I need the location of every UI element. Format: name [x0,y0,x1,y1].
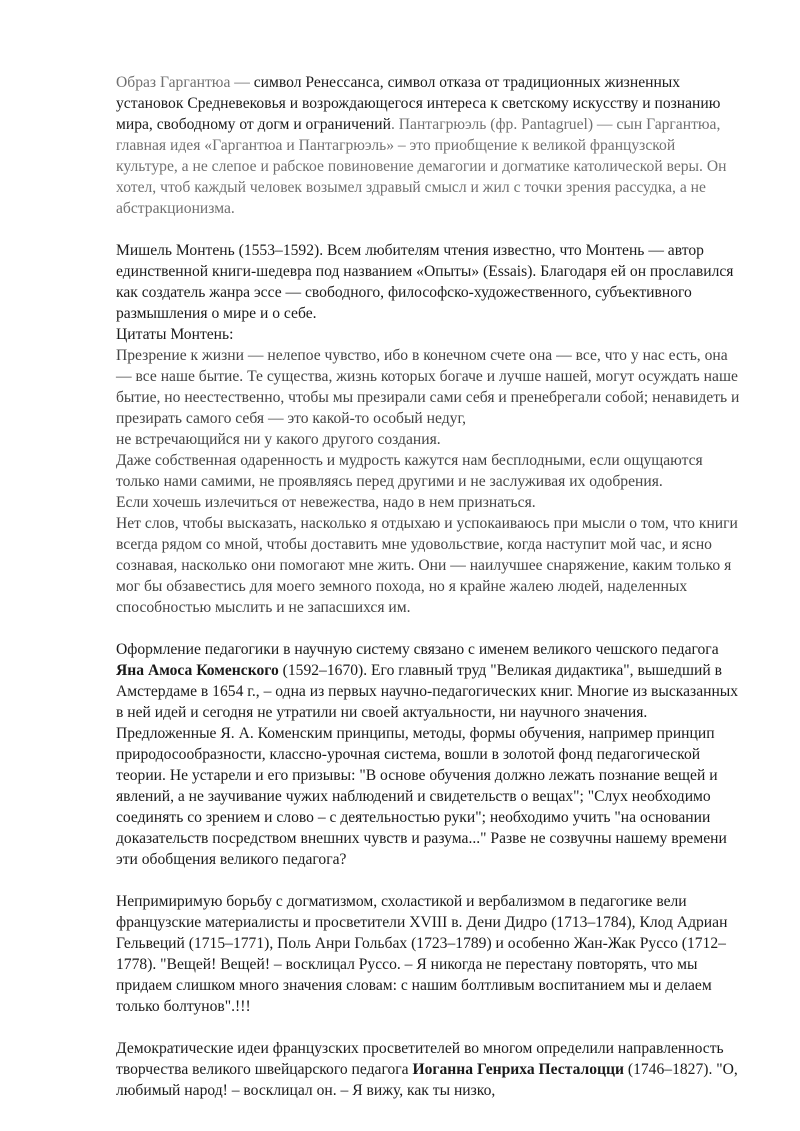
gargantua-pantagruel: . Пантагрюэль (фр. Pantagruel) — сын Гаргантюа, главная идея «Гаргантюа и Пантагрюэль» – это приобщение к великой французской культуре, а не слепое и рабское повиновение демагогии и догматике католической веры. Он хотел, чтоб каждый человек возымел здравый смысл и жил с точки зрения рассудка, а не абстракционизма. [116,116,727,217]
comenius-intro: Оформление педагогики в научную систему связано с именем великого чешского педагога [116,641,719,658]
paragraph-enlighteners: Непримиримую борьбу с догматизмом, схоластикой и вербализмом в педагогике вели французские материалисты и просветители XVIII в. Дени Дидро (1713–1784), Клод Адриан Гельвеций (1715–1771), Поль Анри Гольбах (1723–1789) и особенно Жан-Жак Руссо (1712–1778). "Вещей! Вещей! – восклицал Руссо. – Я никогда не перестану повторять, что мы придаем слишком много значения словам: с нашим болтливым воспитанием мы и делаем только болтунов".!!! [116,893,728,1015]
pestalozzi-body: (1746–1827). "О, любимый народ! – восклицал он. – Я вижу, как ты низко, [116,1061,738,1099]
paragraph-gargantua [116,72,740,219]
comenius-body: (1592–1670). Его главный труд "Великая дидактика", вышедший в Амстердаме в 1654 г., – одна из первых научно-педагогических книг. Многие из высказанных в ней идей и сегодня не утратили ни своей актуальности, ни научного значения. Предложенные Я. А. Коменским принципы, методы, формы обучения, например принцип природосообразности, классно-урочная система, вошли в золотой фонд педагогической теории. Не устарели и его призывы: "В основе обучения должно лежать познание вещей и явлений, а не заучивание чужих наблюдений и свидетельств о вещах"; "Слух необходимо соединять со зрением и слово – с деятельностью руки"; необходимо учить "на основании доказательств посредством внешних чувств и разума..." Разве не созвучны нашему времени эти обобщения великого педагога? [116,662,739,868]
montaigne-quotes-heading: Цитаты Монтень: [116,326,234,343]
gargantua-renaissance: символ Ренессанса, символ отказа от традиционных жизненных установок Средневековья и возрождающегося интереса к светскому искусству и познанию мира, свободному от догм и ограничений [116,74,721,133]
paragraph-comenius [116,639,740,870]
paragraph-montaigne: Мишель Монтень (1553–1592). Всем любителям чтения известно, что Монтень — автор единственной книги-шедевра под названием «Опыты» (Essais). Благодаря ей он прославился как создатель жанра эссе — свободного, философско-художественного, субъективного размышления о мире и о себе. [116,242,734,322]
pestalozzi-intro: Демократические идеи французских просветителей во многом определили направленность творчества великого швейцарского педагога [116,1040,724,1078]
paragraph-pestalozzi [116,1038,740,1101]
pestalozzi-name: Иоганна Генриха Песталоцци [412,1061,624,1078]
montaigne-quote: Если хочешь излечиться от невежества, надо в нем признаться. [116,494,536,511]
montaigne-quote: не встречающийся ни у какого другого создания. [116,431,441,448]
montaigne-quote: Нет слов, чтобы высказать, насколько я отдыхаю и успокаиваюсь при мысли о том, что книги всегда рядом со мной, чтобы доставить мне удовольствие, когда наступит мой час, и ясно сознавая, насколько они помогают мне жить. Они — наилучшее снаряжение, каким только я мог бы обзавестись для моего земного похода, но я крайне жалею людей, наделенных способностью мыслить и не запасшихся им. [116,515,738,616]
comenius-name: Яна Амоса Коменского [116,662,279,679]
gargantua-intro: Образ Гаргантюа — [116,74,254,91]
montaigne-quote: Даже собственная одаренность и мудрость кажутся нам бесплодными, если ощущаются только нами самими, не проявляясь перед другими и не заслуживая их одобрения. [116,452,703,490]
montaigne-quote: Презрение к жизни — нелепое чувство, ибо в конечном счете она — все, что у нас есть, она — все наше бытие. Те существа, жизнь которых богаче и лучше нашей, могут осуждать наше бытие, но неестественно, чтобы мы презирали сами себя и пренебрегали собой; ненавидеть и презирать самого себя — это какой-то особый недуг, [116,347,740,427]
